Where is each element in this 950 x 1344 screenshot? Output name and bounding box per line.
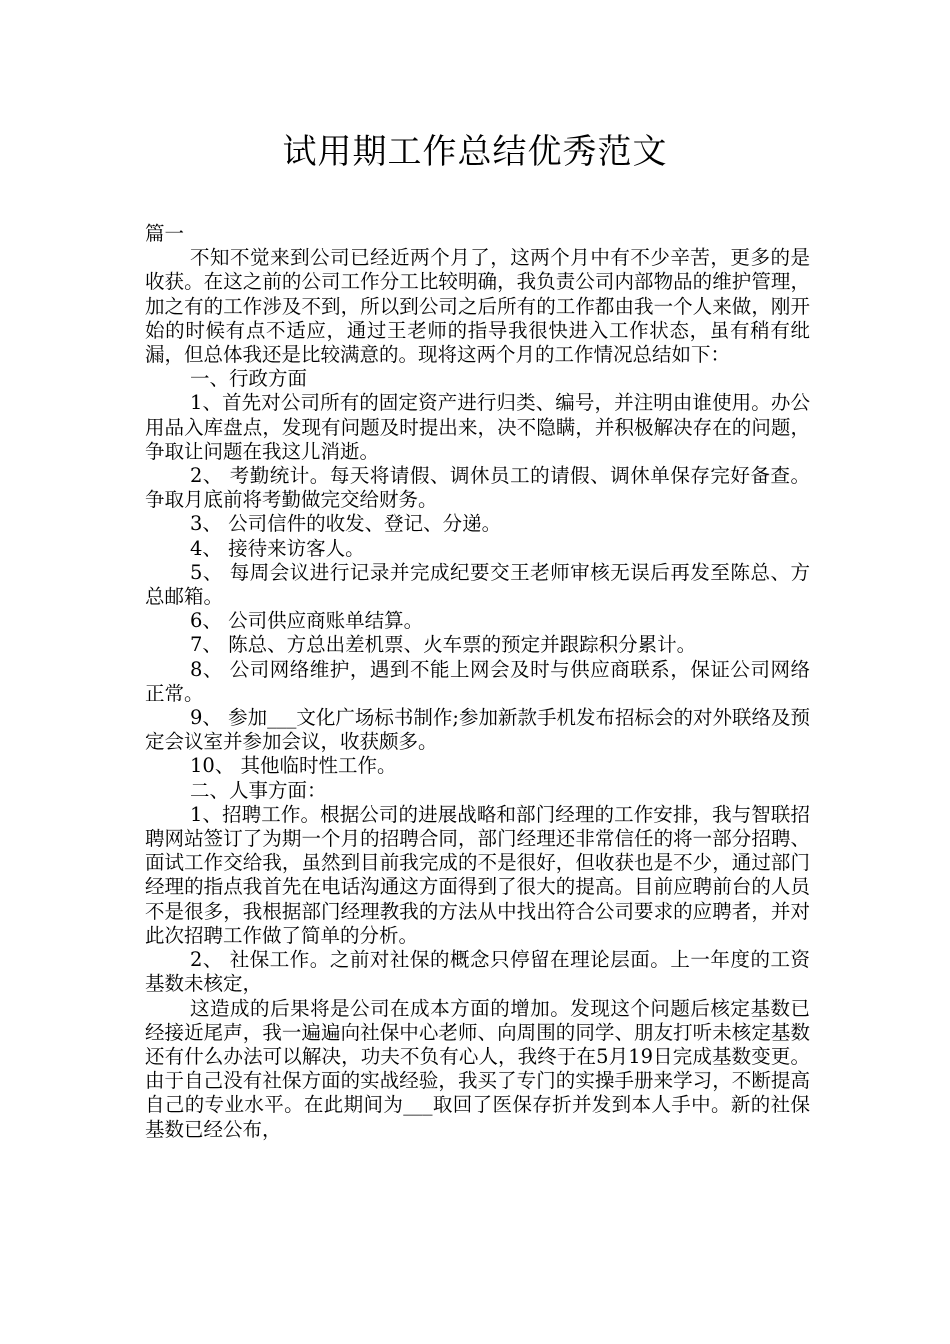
list-item: 10、 其他临时性工作。 (190, 754, 397, 778)
section-label: 篇一 (145, 222, 185, 245)
list-item: 7、 陈总、方总出差机票、火车票的预定并跟踪积分累计。 (190, 633, 697, 657)
section-heading: 二、人事方面： (190, 778, 327, 802)
list-item: 5、 每周会议进行记录并完成纪要交王老师审核无误后再发至陈总、方总邮箱。 (145, 560, 810, 609)
document-body (145, 222, 810, 1142)
list-item: 3、 公司信件的收发、登记、分递。 (190, 512, 502, 536)
document-title: 试用期工作总结优秀范文 (282, 132, 668, 172)
list-item: 1、首先对公司所有的固定资产进行归类、编号，并注明由谁使用。办公用品入库盘点，发现有问题及时提出来，决不隐瞒，并积极解决存在的问题，争取让问题在我这儿消逝。 (145, 391, 810, 463)
list-item: 2、 社保工作。之前对社保的概念只停留在理论层面。上一年度的工资基数未核定， (145, 948, 810, 996)
list-item: 6、 公司供应商账单结算。 (190, 609, 424, 633)
section-heading: 一、行政方面 (190, 367, 308, 391)
list-item: 1、招聘工作。根据公司的进展战略和部门经理的工作安排，我与智联招聘网站签订了为期一个月的招聘合同，部门经理还非常信任的将一部分招聘、面试工作交给我，虽然到目前我完成的不是很好，但收获也是不少，通过部门经理的指点我首先在电话沟通这方面得到了很大的提高。目前应聘前台的人员不是很多，我根据部门经理教我的方法从中找出符合公司要求的应聘者，并对此次招聘工作做了简单的分析。 (145, 802, 810, 947)
body-paragraph: 这造成的后果将是公司在成本方面的增加。发现这个问题后核定基数已经接近尾声，我一遍遍向社保中心老师、向周围的同学、朋友打听未核定基数还有什么办法可以解决，功夫不负有心人，我终于在5月19日完成基数变更。由于自己没有社保方面的实战经验，我买了专门的实操手册来学习，不断提高自己的专业水平。在此期间为___取回了医保存折并发到本人手中。新的社保基数已经公布， (145, 996, 810, 1141)
list-item: 9、 参加___文化广场标书制作;参加新款手机发布招标会的对外联络及预定会议室并参加会议，收获颇多。 (145, 706, 810, 754)
list-item: 2、 考勤统计。每天将请假、调休员工的请假、调休单保存完好备查。争取月底前将考勤做完交给财务。 (145, 464, 810, 512)
list-item: 4、 接待来访客人。 (190, 536, 365, 560)
list-item: 8、 公司网络维护，遇到不能上网会及时与供应商联系，保证公司网络正常。 (145, 657, 810, 705)
body-paragraph: 不知不觉来到公司已经近两个月了，这两个月中有不少辛苦，更多的是收获。在这之前的公司工作分工比较明确，我负责公司内部物品的维护管理，加之有的工作涉及不到，所以到公司之后所有的工作都由我一个人来做，刚开始的时候有点不适应，通过王老师的指导我很快进入工作状态，虽有稍有纰漏，但总体我还是比较满意的。现将这两个月的工作情况总结如下： (145, 246, 810, 367)
